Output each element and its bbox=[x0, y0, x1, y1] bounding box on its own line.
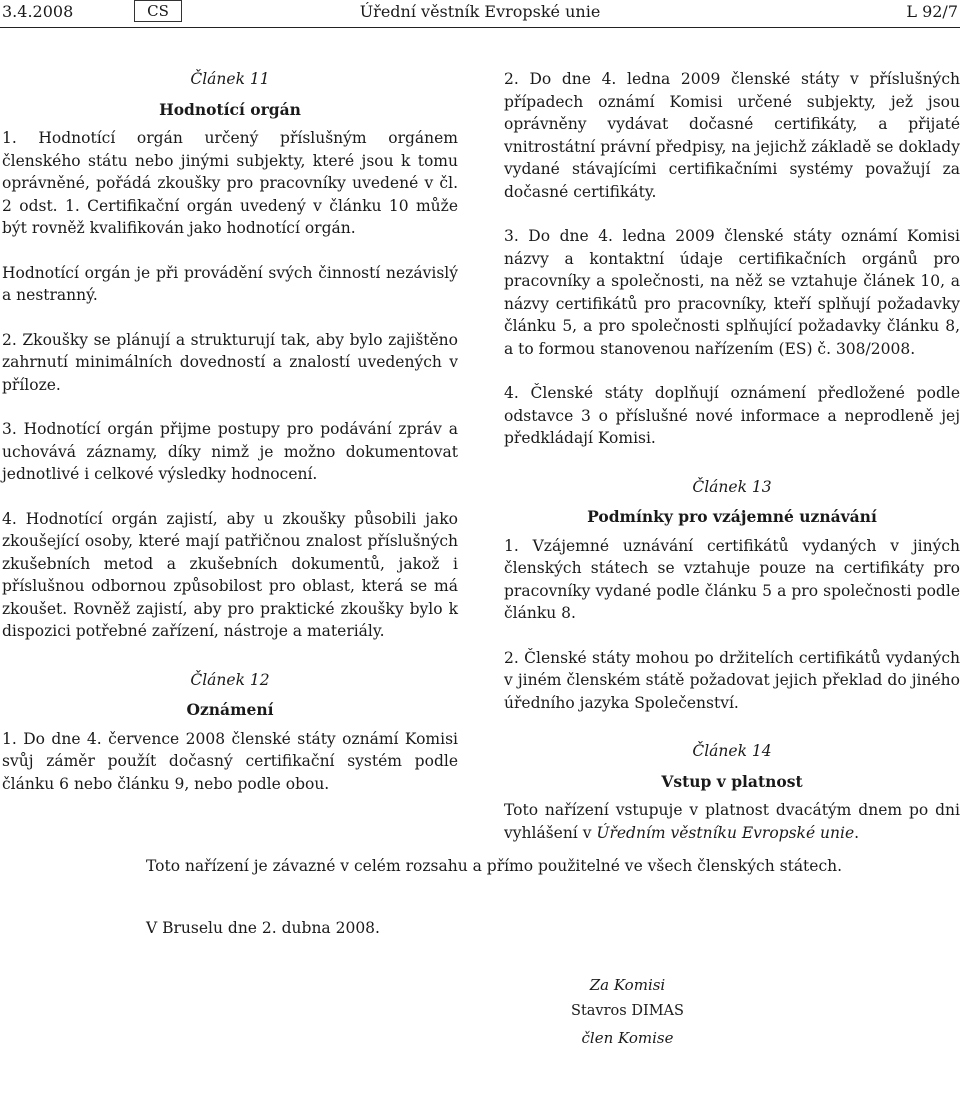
article-13-paragraph-2: 2. Členské státy mohou po držitelích certifikátů vydaných v jiném členském státě požadovat jejich překlad do jiného úředního jazyka Společenství. bbox=[504, 648, 960, 712]
article-11-paragraph-1: 1. Hodnotící orgán určený příslušným orgánem členského státu nebo jinými subjekty, které jsou k tomu oprávněné, pořádá zkoušky pro pracovníky uvedené v čl. 2 odst. 1. Certifikační orgán uvedený v článku 10 může být rovněž kvalifikován jako hodnotící orgán. bbox=[2, 129, 458, 237]
article-11-paragraph-1-second: Hodnotící orgán je při provádění svých činností nezávislý a nestranný. bbox=[2, 263, 458, 304]
article-13-paragraph-1: 1. Vzájemné uznávání certifikátů vydaných v jiných členských státech se vztahuje pouze na certifikáty pro pracovníky vydané podle článku 5 a pro společnosti podle článku 8. bbox=[504, 536, 960, 622]
place-and-date: V Bruselu dne 2. dubna 2008. bbox=[146, 919, 380, 937]
page-header bbox=[0, 0, 960, 30]
signature-for: Za Komisi bbox=[589, 976, 666, 994]
article-11-number: Článek 11 bbox=[190, 70, 270, 88]
left-column bbox=[2, 68, 458, 795]
article-12-paragraph-4: 4. Členské státy doplňují oznámení předložené podle odstavce 3 o příslušné nové informace a neprodleně jej předkládají Komisi. bbox=[504, 384, 960, 447]
article-12-number: Článek 12 bbox=[190, 670, 270, 689]
article-12-paragraph-1: 1. Do dne 4. července 2008 členské státy oznámí Komisi svůj záměr použít dočasný certifikační systém podle článku 6 nebo článku 9, nebo podle obou. bbox=[2, 729, 458, 793]
article-12-paragraph-3: 3. Do dne 4. ledna 2009 členské státy oznámí Komisi názvy a kontaktní údaje certifikačních orgánů pro pracovníky a společnosti, na něž se vztahuje článek 10, a názvy certifikátů pro pracovníky, kteří splňují požadavky článku 5, a pro společnosti splňující požadavky článku 8, a to formou stanovenou nařízením (ES) č. 308/2008. bbox=[504, 227, 960, 358]
header-rule bbox=[0, 27, 960, 28]
article-11-paragraph-3: 3. Hodnotící orgán přijme postupy pro podávání zpráv a uchovává záznamy, díky nimž je možno dokumentovat jednotlivé i celkové výsledky hodnocení. bbox=[2, 420, 458, 483]
signatory-name: Stavros DIMAS bbox=[571, 1003, 684, 1019]
header-date: 3.4.2008 bbox=[2, 2, 74, 21]
article-14-number: Článek 14 bbox=[692, 742, 772, 760]
article-14-text-end: . bbox=[854, 823, 860, 842]
article-11-paragraph-2: 2. Zkoušky se plánují a strukturují tak, aby bylo zajištěno zahrnutí minimálních dovedností a znalostí uvedených v příloze. bbox=[2, 330, 458, 394]
language-code-badge: CS bbox=[134, 0, 182, 22]
article-11-title: Hodnotící orgán bbox=[159, 99, 301, 119]
article-13-number: Článek 13 bbox=[692, 477, 772, 496]
signatory-role: člen Komise bbox=[581, 1029, 674, 1047]
article-12-title: Oznámení bbox=[186, 700, 274, 719]
right-column bbox=[504, 68, 960, 844]
official-journal-reference: Úředním věstníku Evropské unie bbox=[596, 823, 855, 842]
page-reference: L 92/7 bbox=[906, 2, 958, 21]
binding-statement: Toto nařízení je závazné v celém rozsahu a přímo použitelné ve všech členských státech. bbox=[146, 857, 843, 875]
article-11-paragraph-4: 4. Hodnotící orgán zajistí, aby u zkoušky působili jako zkoušející osoby, které mají patřičnou znalost příslušných zkušebních metod a zkušebních dokumentů, jakož i příslušnou odbornou způsobilost pro oblast, která se má zkoušet. Rovněž zajistí, aby pro praktické zkoušky bylo k dispozici potřebné zařízení, nástroje a materiály. bbox=[2, 509, 458, 640]
article-14-text-lead: Toto nařízení vstupuje v platnost dvacátým dnem po dni vyhlášení v bbox=[504, 801, 960, 842]
article-14-title: Vstup v platnost bbox=[661, 771, 803, 791]
journal-title: Úřední věstník Evropské unie bbox=[359, 2, 601, 21]
article-12-paragraph-2: 2. Do dne 4. ledna 2009 členské státy v příslušných případech oznámí Komisi určené subjekty, jež jsou oprávněny vydávat dočasné certifikáty, a přijaté vnitrostátní právní předpisy, na jejichž základě se doklady vydané stávajícími certifikačními systémy považují za dočasné certifikáty. bbox=[504, 70, 960, 201]
article-14-paragraph bbox=[504, 799, 960, 844]
article-13-title: Podmínky pro vzájemné uznávání bbox=[587, 507, 877, 526]
